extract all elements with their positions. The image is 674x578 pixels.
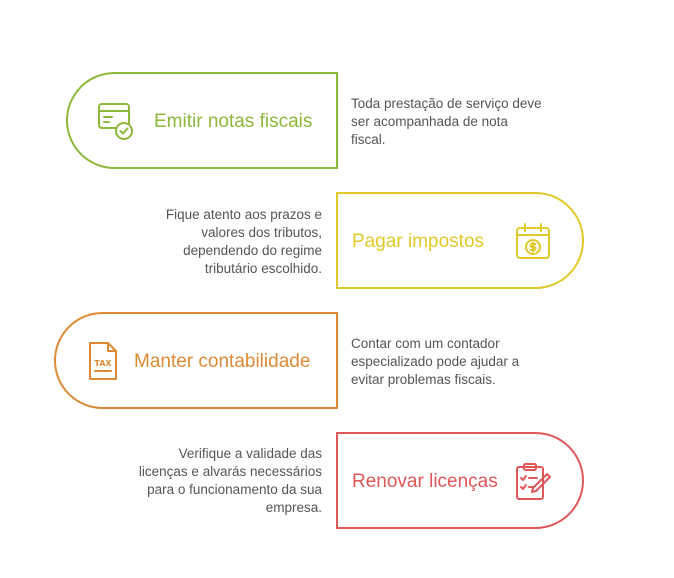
step-card-renovar-licencas	[336, 432, 584, 529]
step-label: Pagar impostos	[352, 231, 485, 252]
step-label: Emitir notas fiscais	[154, 111, 313, 132]
invoice-check-icon	[96, 101, 136, 141]
step-description: Contar com um contador especializado pode ajudar a evitar problemas fiscais.	[351, 336, 520, 387]
step-description: Fique atento aos prazos e valores dos tributos, dependendo do regime tributário escolhido.	[165, 207, 322, 276]
tax-document-icon	[82, 341, 122, 381]
step-card-pagar-impostos	[336, 192, 584, 289]
step-label: Manter contabilidade	[134, 351, 311, 372]
step-description: Verifique a validade das licenças e alvarás necessários para o funcionamento da sua empresa.	[138, 446, 322, 515]
calendar-dollar-icon	[513, 222, 553, 262]
clipboard-edit-icon	[513, 462, 553, 502]
step-label: Renovar licenças	[352, 471, 498, 492]
svg-text:TAX: TAX	[94, 359, 112, 368]
step-card-emitir-notas	[66, 72, 338, 169]
step-card-manter-contabilidade	[54, 312, 338, 409]
step-description: Toda prestação de serviço deve ser acompanhada de nota fiscal.	[351, 96, 542, 147]
